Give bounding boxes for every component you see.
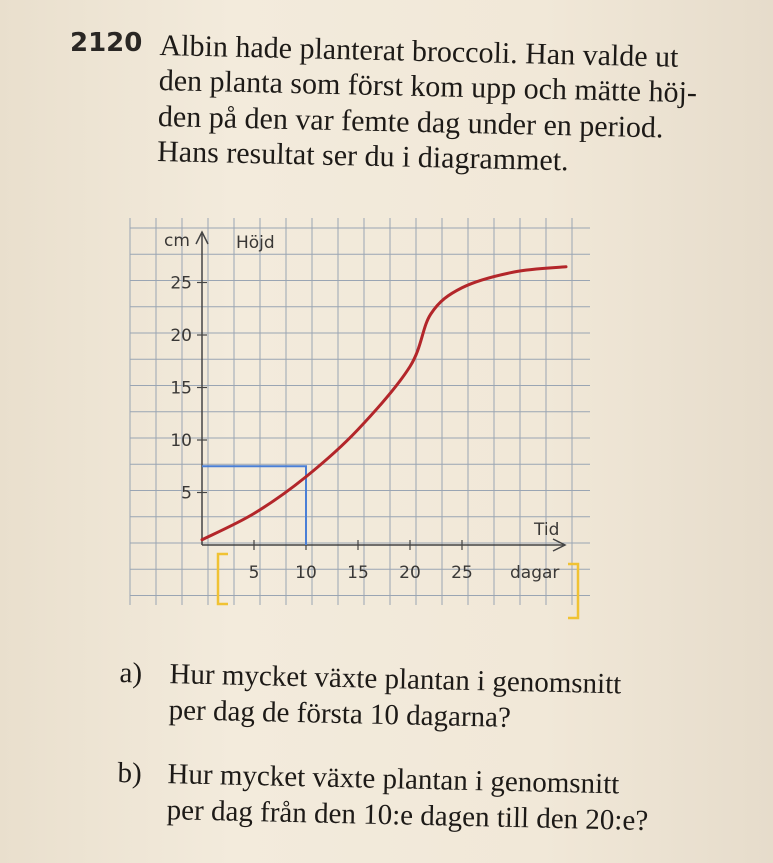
problem-line: den planta som först kom upp och mätte höj- xyxy=(158,64,698,110)
x-tick-label: 10 xyxy=(295,563,317,583)
grid xyxy=(130,218,590,605)
question-a xyxy=(118,655,621,739)
y-tick-label: 10 xyxy=(170,431,192,451)
x-tick-label: 20 xyxy=(399,563,421,583)
series xyxy=(202,267,566,540)
question-label: a) xyxy=(119,656,143,690)
y-tick-label: 25 xyxy=(170,273,192,294)
series-line xyxy=(202,267,566,540)
problem-line: Albin hade planterat broccoli. Han valde ut xyxy=(159,28,679,74)
right-bracket xyxy=(568,564,578,618)
x-tick-label: 25 xyxy=(451,563,473,583)
y-tick-label: 15 xyxy=(170,378,192,399)
x-axis-label: Tid xyxy=(534,520,560,540)
question-label: b) xyxy=(117,756,143,790)
question-b xyxy=(116,755,649,840)
x-unit-label: dagar xyxy=(510,563,560,583)
y-axis-label: Höjd xyxy=(236,233,275,253)
left-bracket xyxy=(218,554,228,604)
x-tick-label: 5 xyxy=(248,563,260,583)
problem-number: 2120 xyxy=(70,28,143,58)
x-tick-label: 15 xyxy=(347,563,369,583)
question-line: Hur mycket växte plantan i genomsnitt xyxy=(167,758,620,801)
y-unit-label: cm xyxy=(164,231,190,251)
problem-statement xyxy=(157,28,760,183)
question-line: Hur mycket växte plantan i genomsnitt xyxy=(169,658,622,701)
height-over-time-chart xyxy=(120,210,600,620)
question-line: per dag de första 10 dagarna? xyxy=(168,694,512,735)
problem-line: den på den var femte dag under en period. xyxy=(157,99,664,145)
problem-line: Hans resultat ser du i diagrammet. xyxy=(156,135,570,178)
y-tick-label: 5 xyxy=(181,483,192,504)
question-line: per dag från den 10:e dagen till den 20:e? xyxy=(166,794,649,838)
y-tick-label: 20 xyxy=(170,326,192,346)
axes xyxy=(196,232,565,551)
